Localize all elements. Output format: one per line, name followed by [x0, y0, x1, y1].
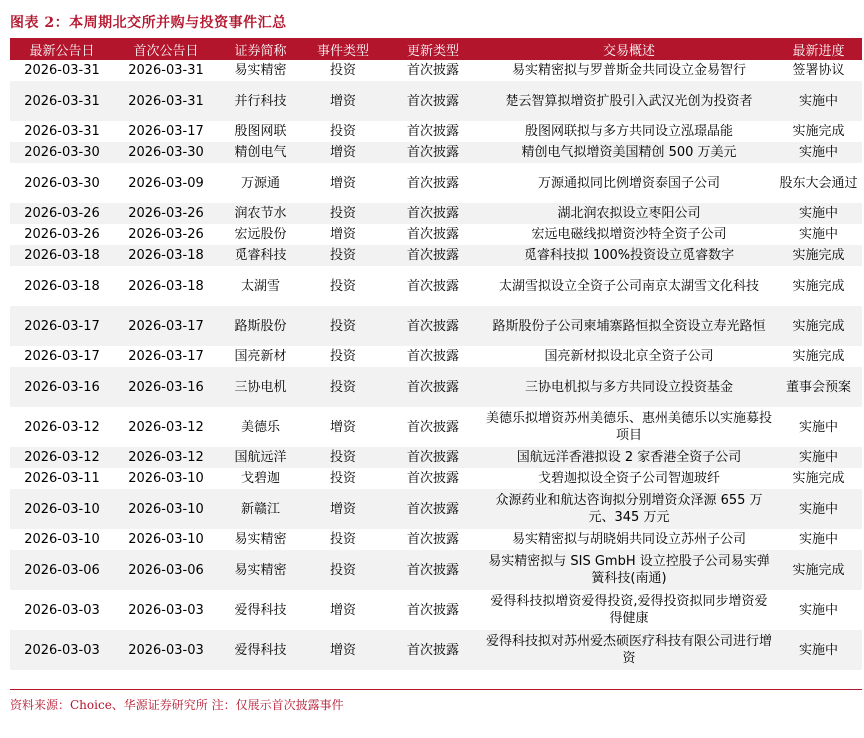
summary-cell: 路斯股份子公司柬埔寨路恒拟全资设立寿光路恒: [483, 306, 775, 346]
latest-date-cell: 2026-03-31: [10, 81, 114, 121]
update-type-cell: 首次披露: [406, 419, 459, 435]
event-type-cell: 增资: [303, 630, 383, 670]
progress-cell: 实施完成: [792, 278, 845, 294]
source-note: 资料来源：Choice、华源证券研究所 注：仅展示首次披露事件: [10, 698, 344, 712]
event-type-cell: 增资: [329, 602, 356, 618]
summary-cell: 楚云智算拟增资扩股引入武汉光创为投资者: [483, 81, 775, 121]
update-type-cell: 首次披露: [383, 142, 483, 163]
summary-cell: 国亮新材拟设北京全资子公司: [544, 349, 714, 364]
event-type-cell: 投资: [329, 124, 356, 139]
latest-date-cell: 2026-03-16: [10, 367, 114, 407]
progress-cell: 实施完成: [775, 550, 862, 590]
progress-cell: 实施中: [798, 227, 838, 242]
progress-cell: 实施完成: [792, 349, 845, 364]
latest-date-cell: 2026-03-03: [10, 630, 114, 670]
latest-date-cell: 2026-03-18: [10, 245, 114, 266]
summary-cell: 精创电气拟增资美国精创 500 万美元: [483, 142, 775, 163]
footer-divider: [10, 689, 862, 690]
first-date-cell: 2026-03-12: [128, 419, 204, 435]
progress-cell: 实施中: [775, 203, 862, 224]
table-row: [10, 367, 862, 407]
first-date-cell: 2026-03-17: [128, 124, 204, 139]
security-cell: 美德乐: [240, 419, 280, 435]
security-cell: 宏远股份: [234, 227, 287, 242]
first-date-cell: 2026-03-06: [114, 550, 218, 590]
table-row: [10, 163, 862, 203]
update-type-cell: 首次披露: [406, 227, 459, 242]
table-row: [10, 529, 862, 550]
security-cell: 国航远洋: [218, 447, 303, 468]
update-type-cell: 首次披露: [383, 630, 483, 670]
summary-cell: 万源通拟同比例增资泰国子公司: [537, 175, 720, 191]
table-row: [10, 60, 862, 81]
event-type-cell: 投资: [329, 532, 356, 547]
first-date-cell: 2026-03-03: [114, 630, 218, 670]
first-date-cell: 2026-03-30: [114, 142, 218, 163]
update-type-cell: 首次披露: [383, 306, 483, 346]
progress-cell: 签署协议: [792, 63, 845, 78]
first-date-cell: 2026-03-09: [128, 175, 204, 191]
table-row: [10, 306, 862, 346]
summary-cell: 国航远洋香港拟设 2 家香港全资子公司: [483, 447, 775, 468]
event-type-cell: 增资: [303, 489, 383, 529]
security-cell: 易实精密: [234, 532, 287, 547]
event-type-cell: 增资: [303, 142, 383, 163]
latest-date-cell: 2026-03-30: [10, 142, 114, 163]
progress-cell: 实施中: [775, 142, 862, 163]
update-type-cell: 首次披露: [406, 63, 459, 78]
event-type-cell: 增资: [329, 227, 356, 242]
progress-cell: 实施完成: [775, 245, 862, 266]
latest-date-cell: 2026-03-17: [10, 306, 114, 346]
first-date-cell: 2026-03-10: [128, 471, 204, 486]
security-cell: 殷图网联: [234, 124, 287, 139]
security-cell: 并行科技: [218, 81, 303, 121]
event-type-cell: 投资: [303, 367, 383, 407]
table-row: [10, 447, 862, 468]
progress-cell: 实施中: [775, 81, 862, 121]
header-update-type: 更新类型: [383, 38, 483, 60]
progress-cell: 实施中: [775, 489, 862, 529]
latest-date-cell: 2026-03-26: [10, 203, 114, 224]
summary-cell: 戈碧迦拟设全资子公司智迦玻纤: [537, 471, 720, 486]
event-type-cell: 投资: [329, 63, 356, 78]
latest-date-cell: 2026-03-31: [24, 124, 100, 139]
event-type-cell: 投资: [303, 306, 383, 346]
progress-cell: 实施完成: [792, 471, 845, 486]
first-date-cell: 2026-03-18: [128, 278, 204, 294]
summary-cell: 易实精密拟与胡晓娟共同设立苏州子公司: [511, 532, 746, 547]
update-type-cell: 首次披露: [383, 447, 483, 468]
security-cell: 爱得科技: [218, 630, 303, 670]
event-type-cell: 投资: [303, 447, 383, 468]
summary-cell: 美德乐拟增资苏州美德乐、惠州美德乐以实施募投项目: [485, 411, 772, 443]
first-date-cell: 2026-03-31: [114, 81, 218, 121]
event-type-cell: 投资: [303, 245, 383, 266]
progress-cell: 实施中: [798, 419, 838, 435]
header-summary: 交易概述: [483, 38, 775, 60]
events-table: [10, 38, 862, 670]
latest-date-cell: 2026-03-18: [24, 278, 100, 294]
first-date-cell: 2026-03-26: [114, 203, 218, 224]
summary-cell: 觅睿科技拟 100%投资设立觅睿数字: [483, 245, 775, 266]
security-cell: 三协电机: [218, 367, 303, 407]
table-row: [10, 407, 862, 447]
event-type-cell: 投资: [303, 203, 383, 224]
table-row: [10, 489, 862, 529]
first-date-cell: 2026-03-17: [114, 306, 218, 346]
summary-cell: 易实精密拟与 SIS GmbH 设立控股子公司易实弹簧科技(南通): [483, 550, 775, 590]
latest-date-cell: 2026-03-12: [24, 419, 100, 435]
update-type-cell: 首次披露: [383, 81, 483, 121]
header-security: 证券简称: [218, 38, 303, 60]
security-cell: 戈碧迦: [240, 471, 280, 486]
event-type-cell: 增资: [329, 419, 356, 435]
table-row: [10, 121, 862, 142]
summary-cell: 众源药业和航达咨询拟分别增资众泽源 655 万元、345 万元: [483, 489, 775, 529]
table-row: [10, 590, 862, 630]
latest-date-cell: 2026-03-31: [24, 63, 100, 78]
update-type-cell: 首次披露: [383, 245, 483, 266]
events-table-container: [10, 38, 862, 670]
latest-date-cell: 2026-03-30: [24, 175, 100, 191]
first-date-cell: 2026-03-03: [128, 602, 204, 618]
security-cell: 易实精密: [234, 63, 287, 78]
progress-cell: 实施中: [775, 447, 862, 468]
first-date-cell: 2026-03-26: [128, 227, 204, 242]
progress-cell: 实施中: [798, 532, 838, 547]
page-title: 图表 2：本周期北交所并购与投资事件汇总: [10, 15, 287, 31]
event-type-cell: 投资: [329, 278, 356, 294]
summary-cell: 湖北润农拟设立枣阳公司: [483, 203, 775, 224]
progress-cell: 董事会预案: [775, 367, 862, 407]
table-row: [10, 245, 862, 266]
progress-cell: 实施完成: [775, 306, 862, 346]
security-cell: 精创电气: [218, 142, 303, 163]
update-type-cell: 首次披露: [406, 175, 459, 191]
first-date-cell: 2026-03-12: [114, 447, 218, 468]
update-type-cell: 首次披露: [406, 278, 459, 294]
summary-cell: 易实精密拟与罗普斯金共同设立金易智行: [511, 63, 746, 78]
update-type-cell: 首次披露: [406, 532, 459, 547]
security-cell: 爱得科技: [234, 602, 287, 618]
security-cell: 太湖雪: [240, 278, 280, 294]
table-header-row: [10, 38, 862, 60]
latest-date-cell: 2026-03-10: [10, 489, 114, 529]
table-body: [10, 60, 862, 670]
event-type-cell: 投资: [329, 471, 356, 486]
latest-date-cell: 2026-03-11: [24, 471, 100, 486]
summary-cell: 爱得科技拟对苏州爱杰硕医疗科技有限公司进行增资: [483, 630, 775, 670]
table-row: [10, 203, 862, 224]
first-date-cell: 2026-03-18: [114, 245, 218, 266]
table-row: [10, 630, 862, 670]
first-date-cell: 2026-03-17: [128, 349, 204, 364]
update-type-cell: 首次披露: [406, 602, 459, 618]
security-cell: 润农节水: [218, 203, 303, 224]
update-type-cell: 首次披露: [406, 471, 459, 486]
header-latest-date: 最新公告日: [10, 38, 114, 60]
summary-cell: 殷图网联拟与多方共同设立泓璟晶能: [524, 124, 733, 139]
summary-cell: 爱得科技拟增资爱得投资,爱得投资拟同步增资爱得健康: [490, 594, 768, 626]
security-cell: 路斯股份: [218, 306, 303, 346]
table-row: [10, 224, 862, 245]
progress-cell: 实施中: [798, 602, 838, 618]
table-row: [10, 266, 862, 306]
update-type-cell: 首次披露: [383, 203, 483, 224]
first-date-cell: 2026-03-10: [128, 532, 204, 547]
event-type-cell: 投资: [303, 550, 383, 590]
event-type-cell: 增资: [303, 81, 383, 121]
header-event-type: 事件类型: [303, 38, 383, 60]
update-type-cell: 首次披露: [383, 367, 483, 407]
summary-cell: 三协电机拟与多方共同设立投资基金: [483, 367, 775, 407]
summary-cell: 宏远电磁线拟增资沙特全资子公司: [531, 227, 727, 242]
progress-cell: 股东大会通过: [779, 175, 858, 191]
update-type-cell: 首次披露: [406, 349, 459, 364]
latest-date-cell: 2026-03-17: [24, 349, 100, 364]
first-date-cell: 2026-03-31: [128, 63, 204, 78]
table-row: [10, 142, 862, 163]
summary-cell: 太湖雪拟设立全资子公司南京太湖雪文化科技: [498, 278, 759, 294]
header-progress: 最新进度: [775, 38, 862, 60]
latest-date-cell: 2026-03-10: [24, 532, 100, 547]
update-type-cell: 首次披露: [406, 124, 459, 139]
first-date-cell: 2026-03-10: [114, 489, 218, 529]
table-row: [10, 81, 862, 121]
table-row: [10, 550, 862, 590]
security-cell: 国亮新材: [234, 349, 287, 364]
first-date-cell: 2026-03-16: [114, 367, 218, 407]
progress-cell: 实施中: [775, 630, 862, 670]
security-cell: 新赣江: [218, 489, 303, 529]
update-type-cell: 首次披露: [383, 489, 483, 529]
latest-date-cell: 2026-03-06: [10, 550, 114, 590]
security-cell: 万源通: [240, 175, 280, 191]
header-first-date: 首次公告日: [114, 38, 218, 60]
update-type-cell: 首次披露: [383, 550, 483, 590]
table-row: [10, 346, 862, 367]
security-cell: 觅睿科技: [218, 245, 303, 266]
progress-cell: 实施完成: [792, 124, 845, 139]
security-cell: 易实精密: [218, 550, 303, 590]
table-row: [10, 468, 862, 489]
event-type-cell: 增资: [329, 175, 356, 191]
latest-date-cell: 2026-03-12: [10, 447, 114, 468]
latest-date-cell: 2026-03-03: [24, 602, 100, 618]
event-type-cell: 投资: [329, 349, 356, 364]
latest-date-cell: 2026-03-26: [24, 227, 100, 242]
